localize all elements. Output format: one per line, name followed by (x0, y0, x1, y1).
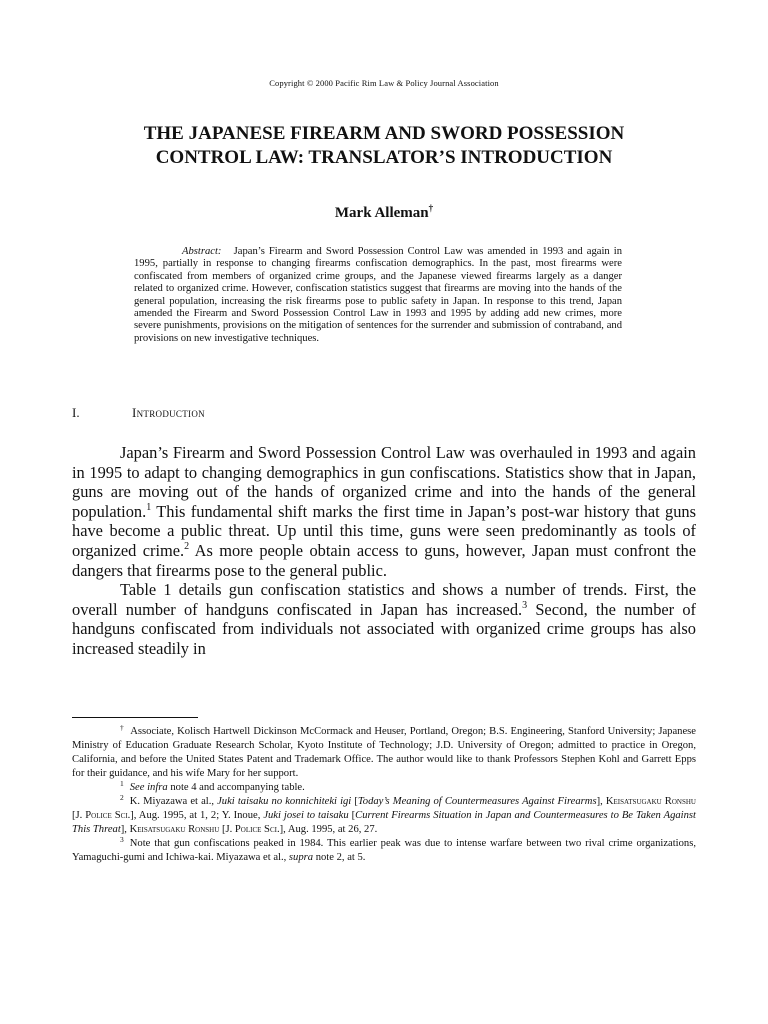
footnote-text: K. Miyazawa et al., (129, 796, 218, 807)
footnote-mark: † (120, 723, 125, 732)
footnote-text: ], (596, 796, 606, 807)
section-title: Introduction (132, 405, 205, 420)
body-paragraph-2 (72, 580, 696, 658)
footnote-text: note 4 and accompanying table. (167, 782, 305, 793)
footnote-text: note 2, at 5. (313, 852, 366, 863)
section-heading (72, 405, 205, 421)
article-title (60, 122, 708, 170)
footnote-text: [ (351, 796, 358, 807)
author-name: Mark Alleman (334, 205, 429, 221)
footnote-1 (72, 781, 696, 795)
body-paragraph-1 (72, 443, 696, 580)
body-text-run: This fundamental shift marks the first time in Japan’s post-war history that guns have become a public threat. Up until this time, guns were seen predominantly as tools of organized crime. (72, 501, 696, 560)
footnote-text: ], (120, 824, 130, 835)
footnote-text: [ (348, 810, 356, 821)
footnote-mark: 2 (120, 793, 124, 802)
footnote-journal-translation: Police Sci. (234, 824, 280, 835)
footnote-ref-2[interactable]: 2 (184, 540, 190, 552)
footnote-ref-1[interactable]: 1 (146, 501, 152, 513)
body-text-run: Japan’s Firearm and Sword Possession Control Law was overhauled in 1993 and again in 1995 to adapt to changing demographics in gun confiscations. Statistics show that in Japan, guns are moving out of the hands of organized crime and into the hands of the general population. (72, 443, 696, 521)
footnote-translated-title: Current Firearms Situation in Japan and Countermeasures to Be Taken Against This Threat (72, 810, 696, 835)
author-byline (0, 203, 768, 222)
footnote-mark: 1 (120, 779, 124, 788)
section-number: I. (72, 405, 80, 420)
body-text-run: Second, the number of handguns confiscated from individuals not associated with organized crime groups has also increased steadily in (72, 599, 696, 658)
footnote-text: Note that gun confiscations peaked in 1984. This earlier peak was due to intense warfare between two rival crime organizations, Yamaguchi-gumi and Ichiwa-kai. Miyazawa et al., (72, 838, 696, 863)
footnote-journal-translation: Police Sci. (85, 810, 131, 821)
body-text-run: Table 1 details gun confiscation statistics and shows a number of trends. First, the overall number of handguns confiscated in Japan has increased. (72, 580, 696, 619)
footnote-text: Associate, Kolisch Hartwell Dickinson McCormack and Heuser, Portland, Oregon; B.S. Engineering, Stanford University; Japanese Ministry of Education Graduate Research Scholar, Kyoto Institute of Technology; J.D. University of Oregon; admitted to practice in Oregon, California, and before the United States Patent and Trademark Office. The author would like to thank Professors Stephen Kohl and Garrett Epps for their guidance, and his wife Mary for her support. (72, 726, 697, 779)
author-footnote-mark: † (428, 203, 434, 213)
title-line-1: THE JAPANESE FIREARM AND SWORD POSSESSION (143, 123, 625, 144)
footnote-dagger (72, 725, 696, 781)
body-text (72, 443, 696, 659)
footnotes (72, 725, 696, 865)
footnote-citation-signal: See infra (129, 782, 168, 793)
footnote-ref-3[interactable]: 3 (522, 599, 528, 611)
footnote-mark: 3 (120, 835, 124, 844)
footnote-translated-title: Today’s Meaning of Countermeasures Against Firearms (357, 796, 597, 807)
abstract (134, 246, 622, 345)
body-text-run: As more people obtain access to guns, however, Japan must confront the dangers that firearms pose to the general public. (72, 540, 696, 580)
abstract-text: Japan’s Firearm and Sword Possession Control Law was amended in 1993 and again in 1995, partially in response to changing firearms confiscation demographics. In the past, most firearms were confiscated from members of organized crime groups, and the Japanese viewed firearms largely as a danger related to organized crime. However, confiscation statistics suggest that firearms are moving into the hands of the general population, increasing the risk firearms pose to public safety in Japan. In response to this trend, Japan amended the Firearm and Sword Possession Control Law in 1993 and 1995 by adding add new crimes, more severe punishments, provisions on the mitigation of sentences for the surrender and submission of contraband, and provisions on new investigative techniques. (134, 246, 622, 344)
footnote-text: [J. (72, 810, 86, 821)
footnote-journal-name: Keisatsugaku Ronshu (129, 824, 220, 835)
footnote-text: ], Aug. 1995, at 26, 27. (279, 824, 378, 835)
abstract-label: Abstract: (182, 246, 222, 257)
footnote-2 (72, 795, 696, 837)
footnote-3 (72, 837, 696, 865)
footnote-journal-name: Keisatsugaku Ronshu (605, 796, 696, 807)
footnote-text: ], Aug. 1995, at 1, 2; Y. Inoue, (130, 810, 264, 821)
footnote-separator (72, 717, 198, 718)
footnote-article-title: Juki taisaku no konnichiteki igi (217, 796, 352, 807)
copyright-notice: Copyright © 2000 Pacific Rim Law & Policy Journal Association (269, 78, 499, 88)
footnote-text: [J. (219, 824, 235, 835)
footnote-article-title: Juki josei to taisaku (263, 810, 349, 821)
footnote-citation-signal: supra (288, 852, 314, 863)
title-line-2: CONTROL LAW: TRANSLATOR’S INTRODUCTION (155, 147, 613, 168)
abstract-paragraph (134, 246, 622, 345)
